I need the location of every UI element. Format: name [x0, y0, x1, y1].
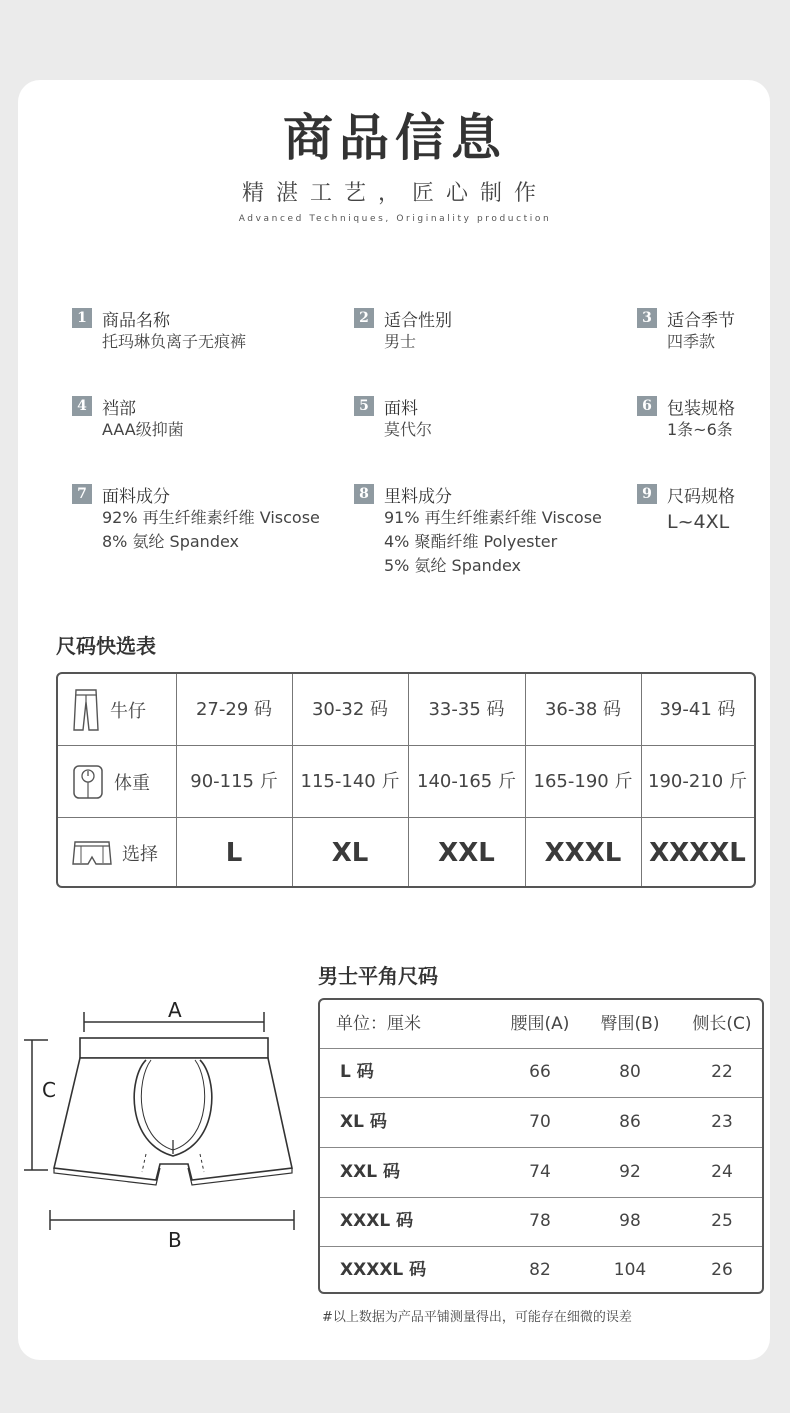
row-head-select — [58, 818, 176, 888]
info-value-line: 1条~6条 — [667, 420, 733, 439]
label-c: C — [42, 1078, 56, 1102]
boxer-icon — [72, 839, 112, 867]
size-table-title: 男士平角尺码 — [318, 964, 438, 988]
info-label: 适合季节 — [667, 311, 735, 331]
quick-cell: 39-41 码 — [659, 699, 736, 720]
size-footnote: #以上数据为产品平铺测量得出，可能存在细微的误差 — [322, 1310, 632, 1325]
info-number-badge: 5 — [354, 396, 374, 416]
info-number-badge: 1 — [72, 308, 92, 328]
info-number-badge: 8 — [354, 484, 374, 504]
size-row-name: L 码 — [340, 1062, 374, 1082]
info-value — [667, 510, 729, 534]
size-row-name: XXXXL 码 — [340, 1260, 427, 1280]
info-value-line: AAA级抑菌 — [102, 420, 184, 439]
info-number-badge: 7 — [72, 484, 92, 504]
row-head-jeans — [58, 674, 176, 745]
row-head-weight — [58, 746, 176, 817]
quick-cell: 165-190 斤 — [533, 771, 633, 792]
quick-size-table — [56, 672, 756, 888]
info-value — [384, 330, 416, 354]
info-value — [384, 418, 432, 442]
info-value-line: 5% 氨纶 Spandex — [384, 556, 522, 575]
size-table — [318, 998, 764, 1294]
info-value-line: 4% 聚酯纤维 Polyester — [384, 532, 558, 551]
info-label: 包装规格 — [667, 399, 735, 419]
info-value-line: 8% 氨纶 Spandex — [102, 532, 240, 551]
quick-cell: XXXXL — [649, 838, 746, 868]
info-value — [667, 330, 715, 354]
info-label: 里料成分 — [384, 487, 452, 507]
boxer-measure-diagram — [18, 958, 308, 1278]
row-label-select: 选择 — [122, 844, 158, 865]
quick-cell: XXXL — [544, 838, 622, 868]
quick-cell: 30-32 码 — [311, 699, 389, 720]
size-cell: 23 — [711, 1112, 733, 1132]
size-row-name: XL 码 — [340, 1112, 387, 1132]
size-row-name: XXL 码 — [340, 1162, 400, 1182]
info-value-line: 91% 再生纤维素纤维 Viscose — [384, 508, 602, 527]
size-cell: 25 — [711, 1211, 733, 1231]
info-value — [384, 506, 602, 578]
info-label: 尺码规格 — [667, 487, 735, 507]
size-row-name: XXXL 码 — [340, 1211, 414, 1231]
size-cell: 74 — [529, 1162, 551, 1182]
size-cell: 82 — [529, 1260, 551, 1280]
page-subtitle: 精湛工艺，匠心制作 — [241, 181, 548, 206]
info-label: 适合性别 — [384, 311, 452, 331]
info-label: 面料成分 — [102, 487, 170, 507]
info-label: 面料 — [384, 399, 418, 419]
size-cell: 66 — [529, 1062, 551, 1082]
info-value — [102, 506, 320, 554]
size-cell: 78 — [529, 1211, 551, 1231]
info-number-badge: 6 — [637, 396, 657, 416]
quick-cell: L — [225, 838, 243, 868]
info-value-line: 四季款 — [667, 332, 716, 351]
info-label: 裆部 — [102, 399, 136, 419]
info-label: 商品名称 — [102, 311, 170, 331]
info-value-line: 92% 再生纤维素纤维 Viscose — [102, 508, 320, 527]
size-header-cell: 臀围(B) — [600, 1014, 660, 1034]
info-value-line: 男士 — [384, 332, 417, 351]
size-cell: 22 — [711, 1062, 733, 1082]
quick-cell: XXL — [438, 838, 495, 868]
info-value — [667, 418, 733, 442]
info-number-badge: 4 — [72, 396, 92, 416]
quick-cell: 140-165 斤 — [417, 771, 516, 792]
size-header-cell: 侧长(C) — [692, 1014, 752, 1034]
info-value-line: L~4XL — [667, 511, 730, 533]
info-number-badge: 3 — [637, 308, 657, 328]
scale-icon — [72, 764, 104, 800]
quick-cell: 33-35 码 — [428, 699, 505, 720]
info-number-badge: 2 — [354, 308, 374, 328]
info-value — [102, 418, 184, 442]
size-cell: 86 — [619, 1112, 641, 1132]
jeans-icon — [72, 688, 100, 732]
size-cell: 92 — [619, 1162, 641, 1182]
row-label-jeans: 牛仔 — [110, 700, 146, 722]
quick-cell: 190-210 斤 — [648, 771, 747, 792]
row-label-weight: 体重 — [114, 772, 150, 794]
label-b: B — [168, 1228, 182, 1252]
page-title: 商品信息 — [283, 109, 507, 167]
size-cell: 70 — [529, 1112, 551, 1132]
size-cell: 24 — [711, 1162, 733, 1182]
page-subtitle-english: Advanced Techniques, Originality production — [238, 214, 552, 224]
info-number-badge: 9 — [637, 484, 657, 504]
quick-table-title: 尺码快选表 — [56, 634, 156, 658]
quick-cell: 36-38 码 — [544, 699, 622, 720]
info-value — [102, 330, 246, 354]
quick-cell: 90-115 斤 — [190, 771, 278, 792]
size-cell: 26 — [711, 1260, 733, 1280]
size-cell: 80 — [619, 1062, 641, 1082]
label-a: A — [168, 998, 182, 1022]
quick-cell: XL — [331, 838, 369, 868]
size-cell: 98 — [619, 1211, 641, 1231]
size-cell: 104 — [613, 1260, 647, 1280]
size-header-cell: 腰围(A) — [510, 1014, 570, 1034]
info-value-line: 托玛琳负离子无痕裤 — [102, 332, 247, 351]
quick-cell: 115-140 斤 — [300, 771, 400, 792]
boxer-diagram-svg — [18, 958, 308, 1278]
info-value-line: 莫代尔 — [384, 420, 433, 439]
quick-cell: 27-29 码 — [195, 699, 273, 720]
size-header-cell: 单位：厘米 — [336, 1014, 421, 1034]
